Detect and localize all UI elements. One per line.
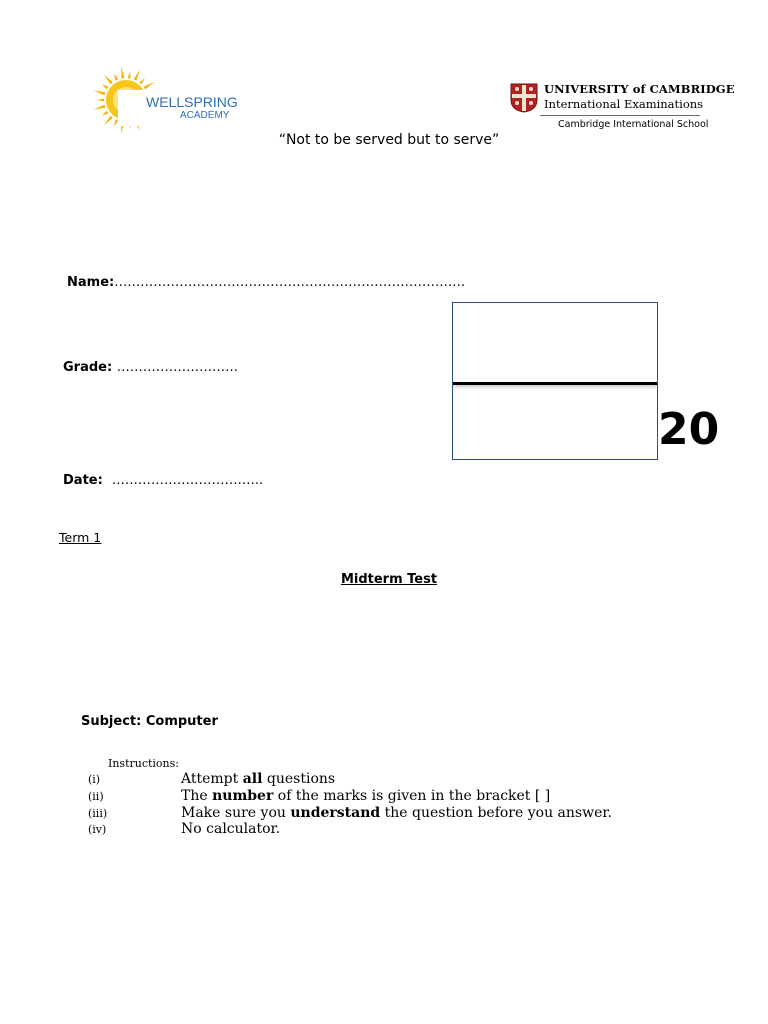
instruction-text: Make sure you [181,805,291,821]
sun-ray [97,99,104,102]
instruction-text: The [181,788,213,804]
crest-icon [510,83,538,113]
sun-ray [128,71,131,78]
score-box[interactable] [452,302,658,460]
instruction-text: questions [262,771,336,787]
term-label: Term 1 [59,530,102,545]
school-motto: “Not to be served but to serve” [278,132,500,148]
instruction-item [0,771,768,789]
instruction-emphasis: all [242,771,263,787]
sun-icon [88,66,268,138]
cambridge-school-text: Cambridge International School [558,119,709,130]
wellspring-academy-logo [88,66,268,138]
cambridge-logo [510,82,735,134]
grade-field[interactable] [63,360,238,375]
instruction-item [0,821,768,839]
instruction-emphasis: number [212,788,274,804]
sun-ray [102,111,109,116]
sun-ray [104,116,113,126]
sun-ray [93,105,105,110]
instruction-text: the question before you answer. [380,805,612,821]
sun-ray [134,69,140,81]
instructions-heading: Instructions: [108,757,179,770]
name-label: Name: [67,275,115,290]
sun-ray [121,66,124,78]
instruction-text: of the marks is given in the bracket [ ] [273,788,551,804]
name-dots: ……………………………………………………………………… [114,275,466,290]
instruction-number: (iii) [88,807,108,820]
instruction-text: No calculator. [181,821,281,837]
instruction-number: (ii) [88,790,104,803]
sun-ray [114,74,118,81]
sun-ray [114,119,118,126]
logo-text-wellspring: WELLSPRING [146,94,238,110]
instruction-number: (iv) [88,823,107,836]
score-divider [453,382,657,385]
sun-ray [144,82,155,90]
test-title: Midterm Test [340,572,438,587]
sun-ray [139,78,145,84]
sun-ray [93,90,105,95]
subject-label: Subject: Computer [81,714,218,729]
date-label: Date: [63,473,103,488]
grade-label: Grade: [63,360,113,375]
instruction-emphasis: understand [290,805,381,821]
name-field[interactable] [67,275,465,290]
instruction-item [0,788,768,806]
score-total: 20 [658,404,720,455]
cambridge-divider [540,115,700,116]
sun-ray [104,74,113,84]
instruction-text: Attempt [181,771,243,787]
date-field[interactable] [63,473,263,488]
cambridge-university-text: UNIVERSITY of CAMBRIDGE [544,82,735,96]
date-dots: …………………………….. [111,473,264,488]
grade-dots: ………………………. [116,360,238,375]
cambridge-exams-text: International Examinations [544,97,704,111]
sun-ray [102,84,109,89]
logo-text-academy: ACADEMY [180,110,230,121]
instruction-number: (i) [88,773,101,786]
